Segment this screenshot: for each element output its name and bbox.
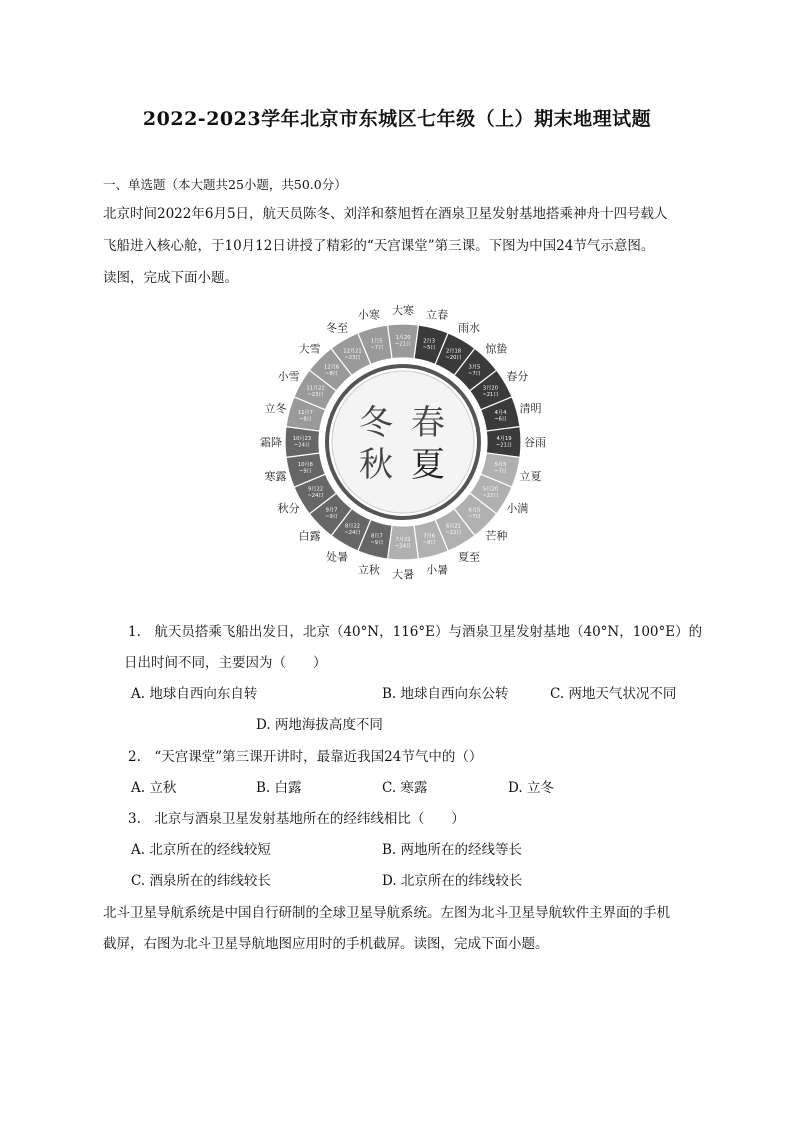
term-date-14: 8月22 ~24日 [344, 523, 361, 536]
term-name-7: 立夏 [519, 470, 542, 484]
question-1-stem: 1. 航天员搭乘飞船出发日，北京（40°N，116°E）与酒泉卫星发射基地（40°N，100°E）的 [128, 624, 703, 640]
question-1-option-d: D. 两地海拔高度不同 [256, 717, 383, 733]
section-heading: 一、单选题（本大题共25小题，共50.0分） [103, 177, 347, 192]
question-1-option-c: C. 两地天气状况不同 [550, 686, 677, 702]
season-char-1: 冬 [359, 403, 393, 443]
term-name-11: 小暑 [426, 563, 449, 577]
term-date-8: 5月20 ~22日 [482, 486, 499, 499]
term-name-10: 夏至 [458, 550, 480, 564]
question-3-option-c: C. 酒泉所在的纬线较长 [131, 873, 271, 889]
term-name-8: 小满 [506, 502, 529, 515]
term-date-13: 8月7 ~9日 [370, 533, 384, 547]
season-char-2: 春 [411, 403, 445, 443]
question-2-option-b: B. 白露 [256, 780, 302, 796]
term-date-21: 12月6 ~8日 [324, 364, 340, 378]
question-1-option-b: B. 地球自西向东公转 [382, 686, 509, 702]
intro2-line-1: 北斗卫星导航系统是中国自行研制的全球卫星导航系统。左图为北斗卫星导航软件主界面的手机 [103, 905, 670, 921]
term-date-17: 10月8 ~9日 [297, 462, 313, 475]
term-name-13: 立秋 [357, 563, 380, 577]
term-name-22: 冬至 [326, 321, 348, 335]
term-name-2: 雨水 [458, 321, 480, 335]
term-date-12: 7月22 ~24日 [394, 537, 412, 550]
term-name-14: 处暑 [326, 550, 348, 564]
term-name-4: 春分 [506, 370, 529, 383]
term-date-23: 1月5 ~7日 [370, 338, 384, 351]
intro-line-1: 北京时间2022年6月5日，航天员陈冬、刘洋和蔡旭哲在酒泉卫星发射基地搭乘神舟十四号载人 [103, 206, 668, 222]
question-3-option-d: D. 北京所在的纬线较长 [382, 873, 523, 889]
center-disc [332, 371, 474, 513]
question-3-option-a: A. 北京所在的经线较短 [131, 842, 271, 858]
question-2-option-d: D. 立冬 [508, 780, 554, 796]
term-date-5: 4月4 ~6日 [494, 409, 507, 423]
term-name-21: 大雪 [298, 342, 321, 356]
term-name-15: 白露 [298, 529, 321, 543]
term-name-24: 大寒 [392, 304, 414, 317]
term-name-1: 立春 [426, 308, 449, 322]
term-name-23: 小寒 [357, 308, 380, 322]
term-date-9: 6月5 ~7日 [467, 507, 481, 520]
term-date-20: 11月22 ~23日 [306, 385, 325, 398]
term-name-6: 谷雨 [524, 436, 546, 449]
term-date-24: 1月20 ~21日 [394, 335, 412, 348]
question-2-stem: 2. “天宫课堂”第三课开讲时，最靠近我国24节气中的（） [128, 749, 483, 765]
term-name-9: 芒种 [485, 529, 508, 543]
question-3-stem: 3. 北京与酒泉卫星发射基地所在的经纬线相比（ ） [128, 811, 465, 827]
term-name-19: 立冬 [264, 401, 287, 415]
term-name-17: 寒露 [264, 470, 287, 484]
season-char-3: 秋 [359, 445, 393, 485]
term-date-19: 11月7 ~8日 [297, 409, 313, 423]
question-2-option-c: C. 寒露 [382, 780, 428, 796]
term-date-6: 4月19 ~21日 [495, 436, 513, 449]
question-1-stem-cont: 日出时间不同，主要因为（ ） [124, 655, 327, 671]
term-date-4: 3月20 ~21日 [482, 385, 499, 398]
term-date-3: 3月5 ~7日 [467, 364, 481, 378]
term-date-16: 9月22 ~24日 [307, 486, 324, 499]
intro-line-2: 飞船进入核心舱，于10月12日讲授了精彩的“天宫课堂”第三课。下图为中国24节气示意图。 [103, 238, 655, 254]
term-date-1: 2月3 ~5日 [422, 338, 436, 351]
question-1-option-a: A. 地球自西向东自转 [131, 686, 258, 702]
term-date-15: 9月7 ~9日 [325, 507, 339, 520]
term-date-18: 10月23 ~24日 [292, 436, 312, 449]
term-date-2: 2月18 ~20日 [445, 348, 462, 362]
intro2-line-2: 截屏，右图为北斗卫星导航地图应用时的手机截屏。读图，完成下面小题。 [103, 936, 549, 952]
term-name-3: 惊蛰 [485, 342, 508, 356]
term-name-12: 大暑 [392, 568, 414, 581]
season-char-4: 夏 [411, 445, 445, 485]
term-name-5: 清明 [519, 401, 542, 415]
intro-line-3: 读图，完成下面小题。 [103, 270, 238, 286]
question-3-option-b: B. 两地所在的经线等长 [382, 842, 523, 858]
term-date-11: 7月6 ~8日 [422, 533, 436, 547]
page-title: 2022-2023学年北京市东城区七年级（上）期末地理试题 [142, 108, 652, 130]
term-date-22: 12月21 ~23日 [343, 348, 362, 362]
term-date-10: 6月21 ~22日 [445, 523, 462, 536]
term-name-16: 秋分 [277, 502, 300, 515]
term-name-20: 小雪 [277, 370, 300, 383]
question-2-option-a: A. 立秋 [131, 780, 177, 796]
solar-terms-diagram [238, 304, 568, 588]
term-date-7: 5月5 ~7日 [494, 462, 507, 475]
term-name-18: 霜降 [260, 436, 282, 449]
